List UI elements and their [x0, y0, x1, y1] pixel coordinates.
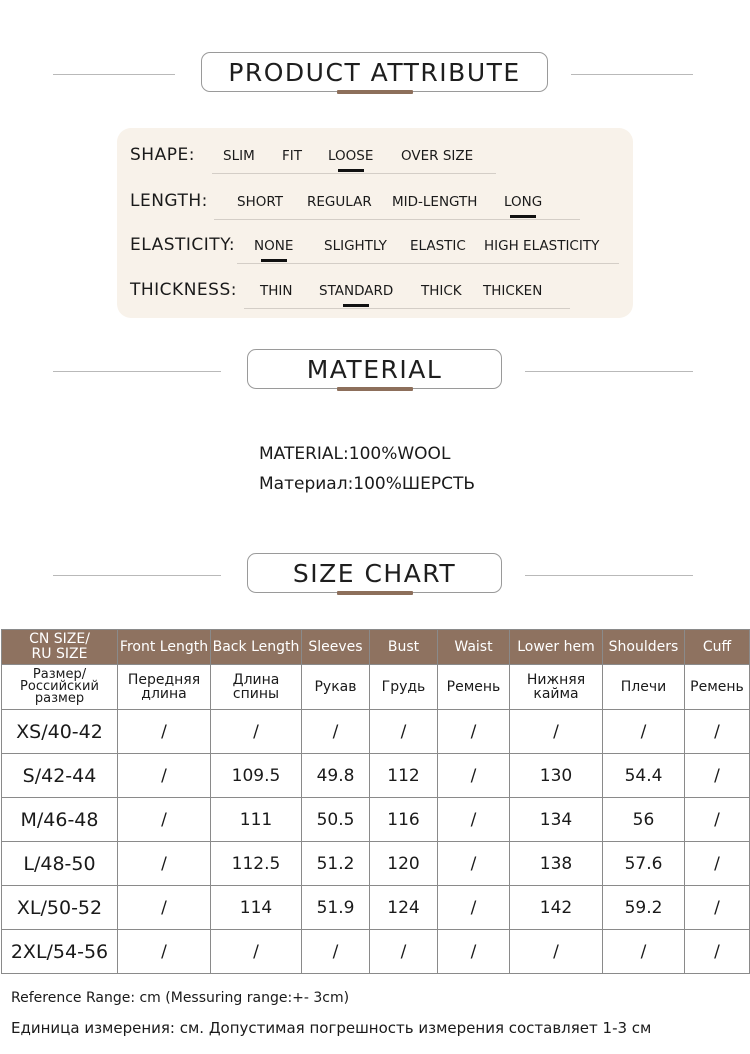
attr-option: THICK: [421, 283, 462, 299]
measure-cell: 138: [510, 842, 603, 886]
attr-option: ELASTIC: [410, 238, 466, 254]
title-accent: [337, 387, 413, 391]
measure-cell: 124: [370, 886, 438, 930]
measure-cell: /: [302, 710, 370, 754]
measure-cell: /: [438, 710, 510, 754]
material-ru-label: Материал:: [259, 474, 354, 494]
table-row: [2, 710, 750, 754]
measure-cell: /: [603, 930, 685, 974]
column-header-ru: Длина спины: [211, 665, 302, 710]
attr-row-shape: [117, 141, 633, 171]
measure-cell: 120: [370, 842, 438, 886]
measure-cell: /: [603, 710, 685, 754]
column-header: Waist: [438, 630, 510, 665]
size-cell: M/46-48: [2, 798, 118, 842]
size-cell: L/48-50: [2, 842, 118, 886]
attr-row-length: [117, 187, 633, 217]
title-accent: [337, 591, 413, 595]
attribute-panel: [117, 128, 633, 318]
attr-row-thickness: [117, 276, 633, 306]
attr-label: SHAPE:: [130, 145, 195, 165]
measure-cell: /: [211, 930, 302, 974]
attr-underline: [214, 219, 580, 220]
divider-left: [53, 371, 221, 372]
material-ru: [259, 474, 475, 494]
measure-cell: /: [118, 754, 211, 798]
attr-row-elasticity: [117, 231, 633, 261]
reference-note-en: Reference Range: cm (Messuring range:+- 3cm): [11, 990, 350, 1006]
measure-cell: 142: [510, 886, 603, 930]
size-chart-title: SIZE CHART: [247, 553, 502, 593]
measure-cell: /: [118, 710, 211, 754]
material-heading: [0, 349, 750, 397]
attr-label: ELASTICITY:: [130, 235, 236, 255]
measure-cell: 109.5: [211, 754, 302, 798]
measure-cell: 57.6: [603, 842, 685, 886]
column-header: Shoulders: [603, 630, 685, 665]
table-row: [2, 930, 750, 974]
material-en-label: MATERIAL:: [259, 444, 349, 464]
product-attribute-heading: [0, 52, 750, 100]
attr-option: HIGH ELASTICITY: [484, 238, 600, 254]
measure-cell: /: [438, 754, 510, 798]
table-row: [2, 886, 750, 930]
measure-cell: /: [370, 930, 438, 974]
attr-option-selected: LONG: [504, 194, 543, 210]
measure-cell: /: [510, 930, 603, 974]
attr-option: FIT: [282, 148, 302, 164]
column-header: Back Length: [211, 630, 302, 665]
attr-option: THICKEN: [483, 283, 543, 299]
divider-right: [571, 74, 693, 75]
divider-right: [525, 575, 693, 576]
measure-cell: 54.4: [603, 754, 685, 798]
column-header-ru: Нижняя кайма: [510, 665, 603, 710]
measure-cell: 49.8: [302, 754, 370, 798]
measure-cell: /: [685, 930, 750, 974]
size-chart-table: [1, 629, 750, 974]
attr-option: REGULAR: [307, 194, 372, 210]
column-header-ru: Ремень: [438, 665, 510, 710]
measure-cell: /: [685, 886, 750, 930]
measure-cell: /: [510, 710, 603, 754]
table-row: [2, 798, 750, 842]
measure-cell: /: [118, 886, 211, 930]
size-chart-heading: [0, 553, 750, 601]
measure-cell: /: [685, 798, 750, 842]
size-cell: XS/40-42: [2, 710, 118, 754]
column-header-ru: Грудь: [370, 665, 438, 710]
measure-cell: /: [438, 842, 510, 886]
column-header-ru: Ремень: [685, 665, 750, 710]
measure-cell: /: [118, 930, 211, 974]
measure-cell: 56: [603, 798, 685, 842]
size-cell: XL/50-52: [2, 886, 118, 930]
measure-cell: /: [370, 710, 438, 754]
reference-note-ru: Единица измерения: см. Допустимая погрешность измерения составляет 1-3 см: [11, 1019, 652, 1037]
column-header-ru: Передняя длина: [118, 665, 211, 710]
attr-underline: [212, 173, 496, 174]
header-row-ru: [2, 665, 750, 710]
column-header: CN SIZE/ RU SIZE: [2, 630, 118, 665]
measure-cell: /: [118, 842, 211, 886]
attr-option-selected: LOOSE: [328, 148, 374, 164]
attr-underline: [237, 263, 619, 264]
measure-cell: /: [438, 798, 510, 842]
attr-label: LENGTH:: [130, 191, 208, 211]
attr-option-selected: STANDARD: [319, 283, 394, 299]
size-cell: S/42-44: [2, 754, 118, 798]
measure-cell: 50.5: [302, 798, 370, 842]
material-title: MATERIAL: [247, 349, 502, 389]
divider-left: [53, 74, 175, 75]
column-header-ru: Плечи: [603, 665, 685, 710]
material-en-value: 100%WOOL: [348, 444, 451, 464]
measure-cell: /: [685, 754, 750, 798]
attr-option: SLIM: [223, 148, 255, 164]
column-header-ru: Размер/ Российский размер: [2, 665, 118, 710]
table-row: [2, 842, 750, 886]
material-en: [259, 444, 450, 464]
attr-underline: [244, 308, 570, 309]
attr-label: THICKNESS:: [130, 280, 237, 300]
column-header: Lower hem: [510, 630, 603, 665]
measure-cell: 59.2: [603, 886, 685, 930]
measure-cell: 111: [211, 798, 302, 842]
material-ru-value: 100%ШЕРСТЬ: [353, 474, 475, 494]
measure-cell: 51.2: [302, 842, 370, 886]
measure-cell: 112: [370, 754, 438, 798]
column-header: Sleeves: [302, 630, 370, 665]
product-attribute-title: PRODUCT ATTRIBUTE: [201, 52, 548, 92]
title-accent: [337, 90, 413, 94]
attr-option: THIN: [260, 283, 293, 299]
measure-cell: 51.9: [302, 886, 370, 930]
table-row: [2, 754, 750, 798]
column-header: Front Length: [118, 630, 211, 665]
measure-cell: /: [302, 930, 370, 974]
size-cell: 2XL/54-56: [2, 930, 118, 974]
header-row-en: [2, 630, 750, 665]
column-header-ru: Рукав: [302, 665, 370, 710]
measure-cell: /: [211, 710, 302, 754]
divider-left: [53, 575, 221, 576]
measure-cell: /: [118, 798, 211, 842]
column-header: Bust: [370, 630, 438, 665]
attr-option-selected: NONE: [254, 238, 294, 254]
attr-option: SHORT: [237, 194, 283, 210]
measure-cell: 134: [510, 798, 603, 842]
measure-cell: /: [438, 886, 510, 930]
attr-option: MID-LENGTH: [392, 194, 478, 210]
measure-cell: /: [685, 842, 750, 886]
measure-cell: 130: [510, 754, 603, 798]
measure-cell: 116: [370, 798, 438, 842]
attr-option: SLIGHTLY: [324, 238, 387, 254]
attr-option: OVER SIZE: [401, 148, 474, 164]
measure-cell: 112.5: [211, 842, 302, 886]
measure-cell: /: [685, 710, 750, 754]
measure-cell: /: [438, 930, 510, 974]
column-header: Cuff: [685, 630, 750, 665]
measure-cell: 114: [211, 886, 302, 930]
divider-right: [525, 371, 693, 372]
